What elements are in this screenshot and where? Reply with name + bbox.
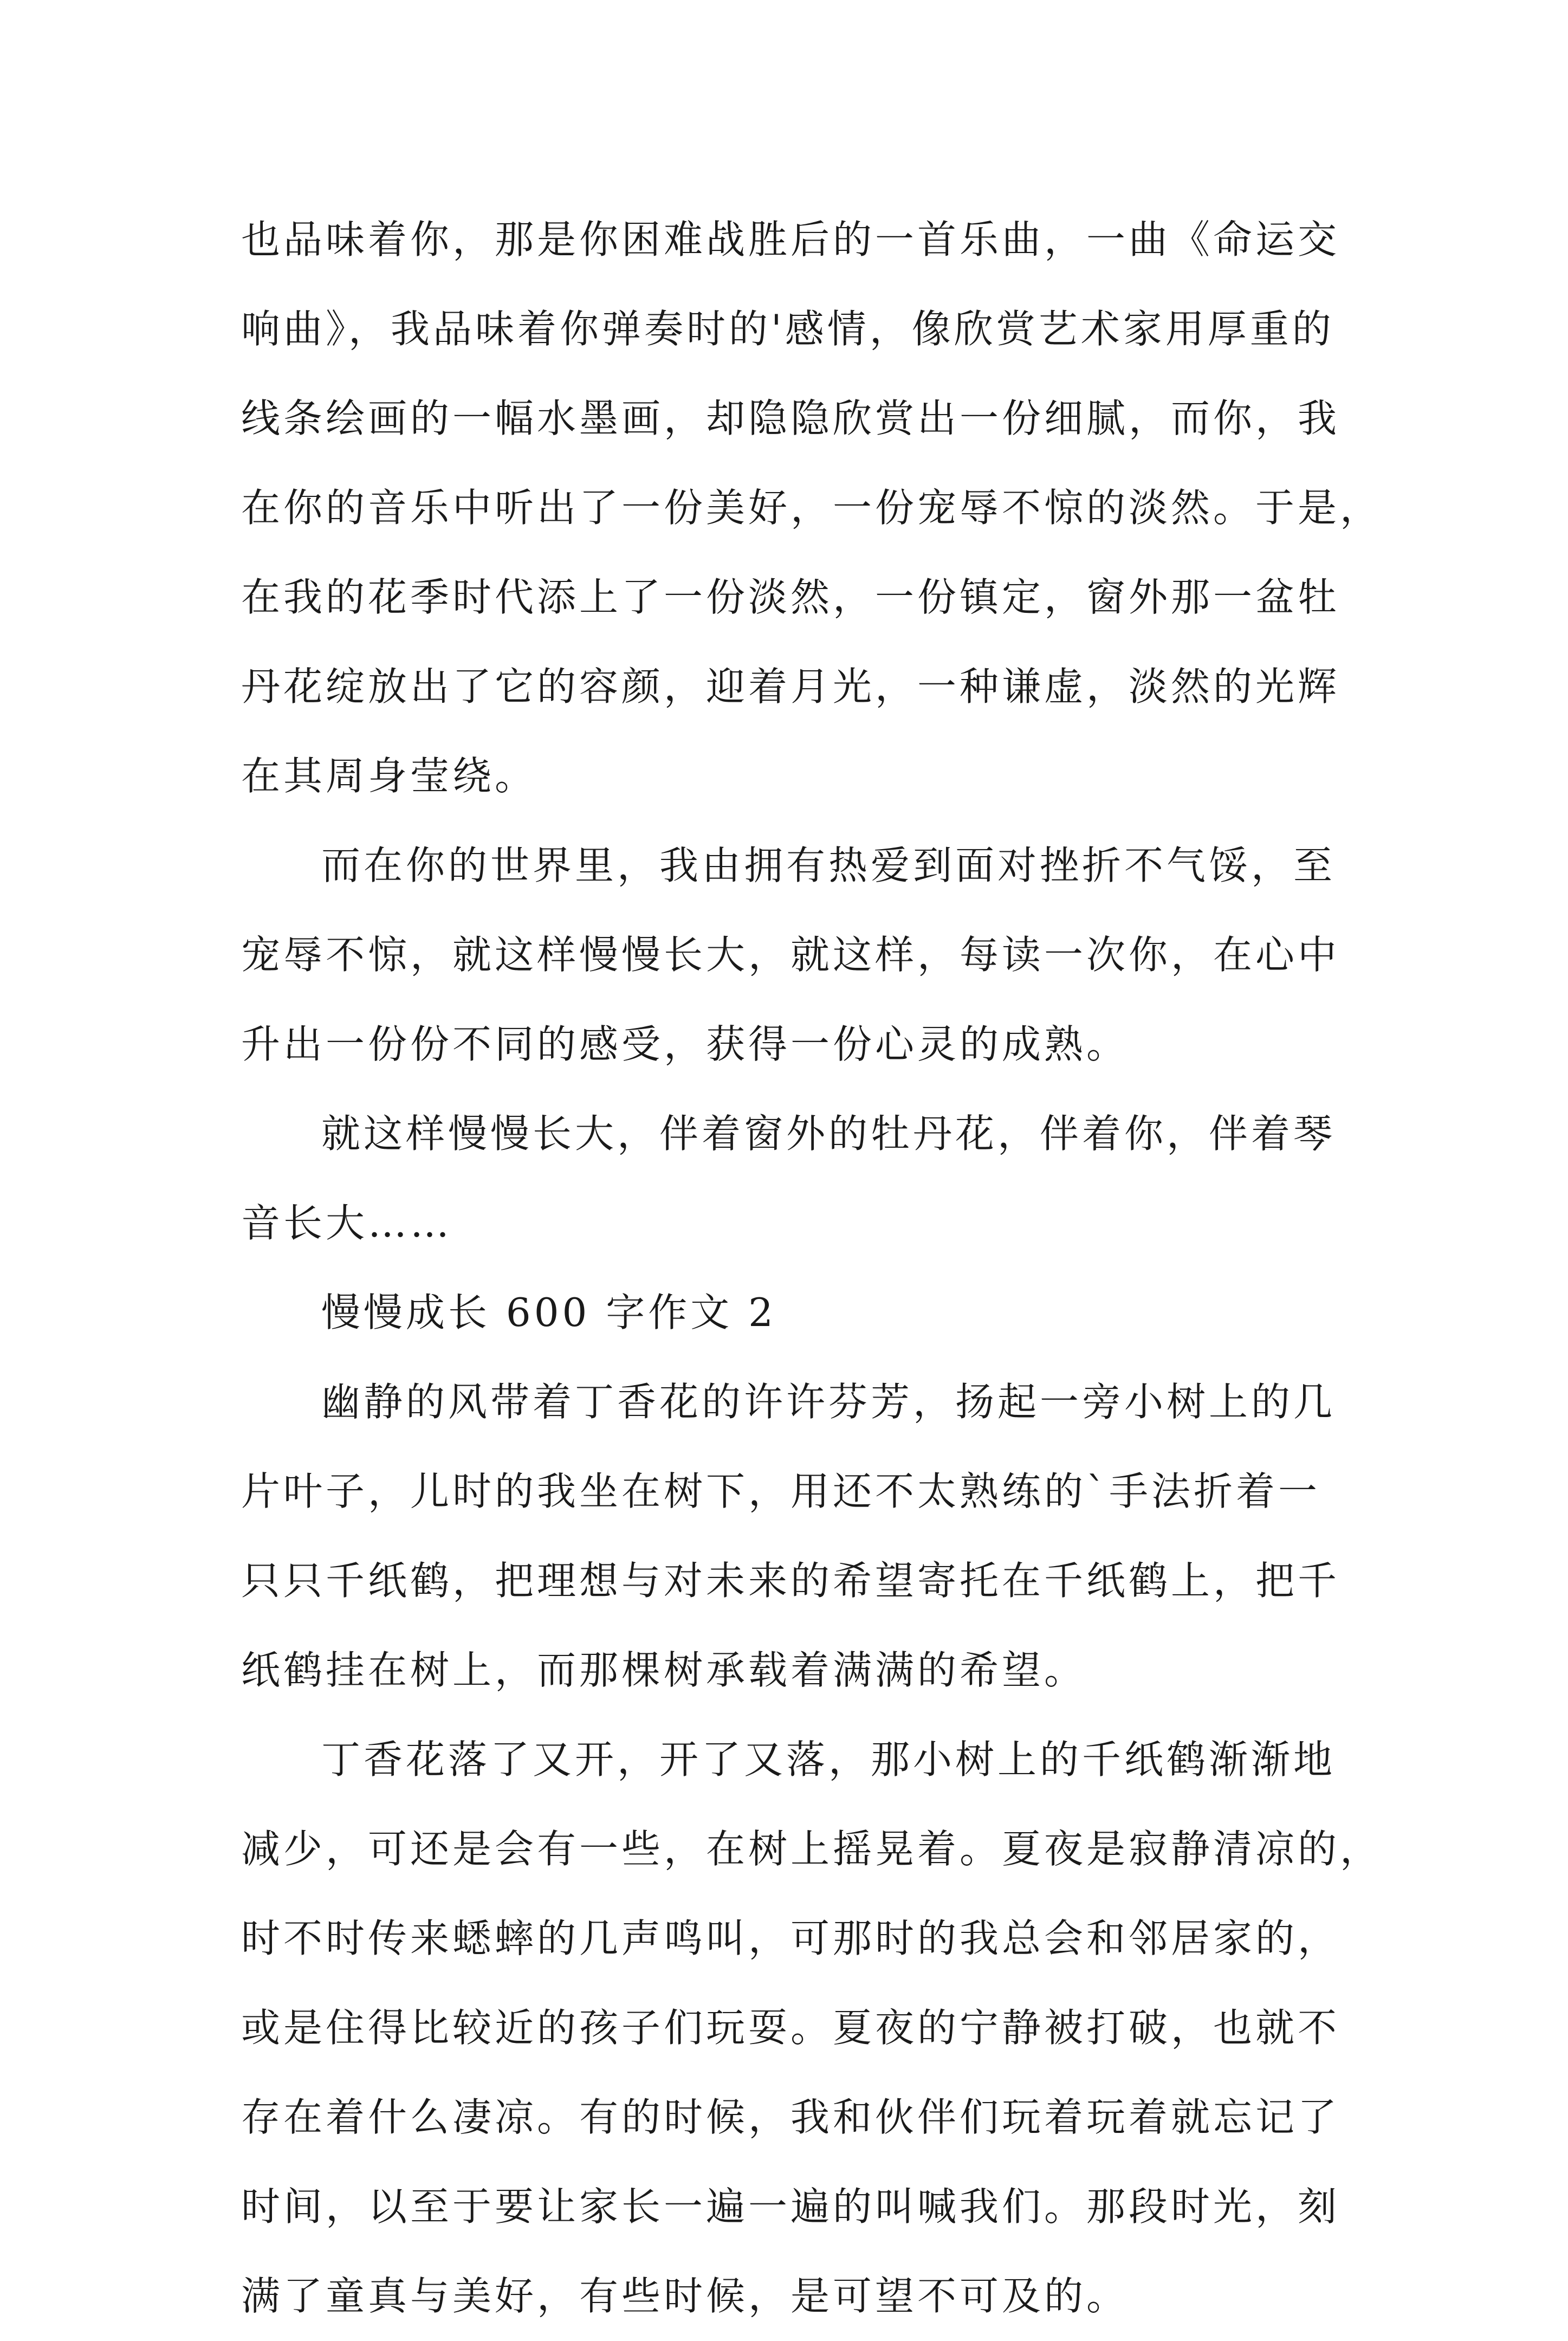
- text-line: 线条绘画的一幅水墨画，却隐隐欣赏出一份细腻，而你，我: [241, 396, 1340, 441]
- text-line: 宠辱不惊，就这样慢慢长大，就这样，每读一次你，在心中: [241, 932, 1340, 978]
- text-line: 在我的花季时代添上了一份淡然，一份镇定，窗外那一盆牡: [241, 574, 1340, 620]
- text-line: 或是住得比较近的孩子们玩耍。夏夜的宁静被打破，也就不: [241, 2005, 1340, 2051]
- text-line: 在你的音乐中听出了一份美好，一份宠辱不惊的淡然。于是，: [241, 485, 1383, 531]
- text-line: 升出一份份不同的感受，获得一份心灵的成熟。: [241, 1021, 1129, 1067]
- text-line: 丹花绽放出了它的容颜，迎着月光，一种谦虚，淡然的光辉: [241, 664, 1340, 709]
- text-line: 音长大……: [241, 1200, 453, 1246]
- text-line: 慢慢成长 600 字作文 2: [321, 1290, 776, 1335]
- text-line: 也品味着你，那是你困难战胜后的一首乐曲，一曲《命运交: [241, 217, 1340, 262]
- text-line: 只只千纸鹤，把理想与对未来的希望寄托在千纸鹤上，把千: [241, 1558, 1340, 1603]
- text-line: 片叶子，儿时的我坐在树下，用还不太熟练的`手法折着一: [241, 1469, 1321, 1514]
- text-line: 时不时传来蟋蟀的几声鸣叫，可那时的我总会和邻居家的，: [241, 1916, 1340, 1961]
- text-line: 满了童真与美好，有些时候，是可望不可及的。: [241, 2273, 1129, 2319]
- text-line: 纸鹤挂在树上，而那棵树承载着满满的希望。: [241, 1647, 1087, 1693]
- text-line: 幽静的风带着丁香花的许许芬芳，扬起一旁小树上的几: [321, 1379, 1336, 1425]
- text-line: 响曲》，我品味着你弹奏时的'感情，像欣赏艺术家用厚重的: [241, 306, 1334, 352]
- text-line: 就这样慢慢长大，伴着窗外的牡丹花，伴着你，伴着琴: [321, 1111, 1336, 1156]
- text-line: 存在着什么凄凉。有的时候，我和伙伴们玩着玩着就忘记了: [241, 2094, 1340, 2140]
- text-line: 而在你的世界里，我由拥有热爱到面对挫折不气馁，至: [321, 843, 1336, 888]
- text-line: 丁香花落了又开，开了又落，那小树上的千纸鹤渐渐地: [321, 1737, 1336, 1782]
- essay-body: [241, 195, 1383, 2341]
- text-line: 减少，可还是会有一些，在树上摇晃着。夏夜是寂静清凉的，: [241, 1826, 1383, 1872]
- text-line: 在其周身莹绕。: [241, 753, 537, 799]
- text-line: 时间，以至于要让家长一遍一遍的叫喊我们。那段时光，刻: [241, 2184, 1340, 2229]
